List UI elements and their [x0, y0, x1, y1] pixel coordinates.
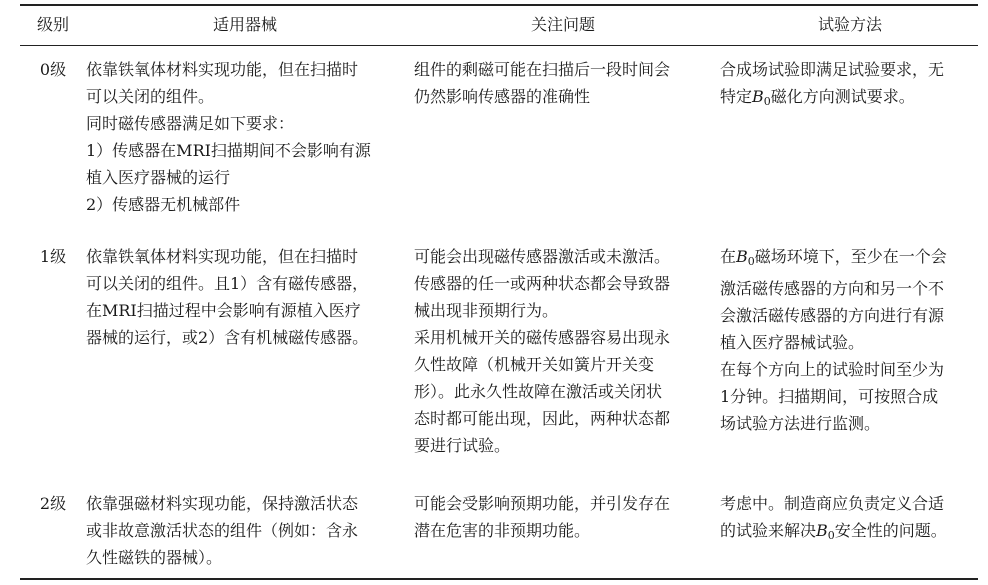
row-0-concern: 组件的剩磁可能在扫描后一段时间会 仍然影响传感器的准确性 — [414, 60, 671, 106]
row-2-concern: 可能会受影响预期功能，并引发存在 潜在危害的非预期功能。 — [414, 494, 671, 540]
row-2-method-sub: 0 — [827, 529, 835, 542]
row-1-method — [720, 243, 980, 437]
row-2-method-post: 安全性的问题。 — [834, 521, 947, 540]
header-level: 级别 — [36, 15, 69, 34]
header-concern: 关注问题 — [530, 15, 595, 34]
table-header-rule — [20, 45, 978, 46]
row-0-level: 0级 — [39, 60, 67, 79]
row-2-level: 2级 — [39, 494, 67, 513]
row-0-method-sub: 0 — [763, 95, 771, 108]
row-2-method-pre: 考虑中。制造商应负责定义合适 的试验来解决 — [720, 494, 945, 540]
row-1-level: 1级 — [39, 247, 67, 266]
row-1-method-sub: 0 — [747, 255, 755, 268]
row-2-device: 依靠强磁材料实现功能，保持激活状态 或非故意激活状态的组件（例如：含永 久性磁铁的器械）。 — [86, 494, 359, 567]
table-bottom-rule — [20, 578, 978, 580]
row-0-method-post: 磁化方向测试要求。 — [770, 87, 915, 106]
row-0-method — [720, 56, 980, 115]
row-0-method-pre: 合成场试验即满足试验要求，无 特定 — [720, 60, 945, 106]
row-0-device: 依靠铁氧体材料实现功能，但在扫描时 可以关闭的组件。 同时磁传感器满足如下要求： 1）传感器在MRI扫描期间不会影响有源 植入医疗器械的运行 2）传感器无机械部件 — [86, 60, 371, 214]
row-2-method-var: B — [816, 521, 828, 540]
row-1-method-post: 磁场环境下，至少在一个会 激活磁传感器的方向和另一个不 会激活磁传感器的方向进行有源 植入医疗器械试验。 在每个方向上的试验时间至少为 1分钟。扫描期间，可按照合成 场试验方法进行监测。 — [720, 247, 947, 433]
header-method: 试验方法 — [817, 15, 882, 34]
row-1-method-pre: 在 — [720, 247, 737, 266]
row-2-method — [720, 490, 980, 549]
row-0-method-var: B — [752, 87, 764, 106]
table-top-rule — [20, 4, 978, 6]
row-1-concern: 可能会出现磁传感器激活或未激活。 传感器的任一或两种状态都会导致器 械出现非预期行为。 采用机械开关的磁传感器容易出现永 久性故障（机械开关如簧片开关变 形）。此永久性故障在激活或关闭状 态时都可能出现，因此，两种状态都 要进行试验。 — [414, 247, 671, 455]
header-device: 适用器械 — [212, 15, 277, 34]
row-1-method-var: B — [736, 247, 748, 266]
row-1-device: 依靠铁氧体材料实现功能，但在扫描时 可以关闭的组件。且1）含有磁传感器， 在MRI扫描过程中会影响有源植入医疗 器械的运行，或2）含有机械磁传感器。 — [86, 247, 369, 347]
